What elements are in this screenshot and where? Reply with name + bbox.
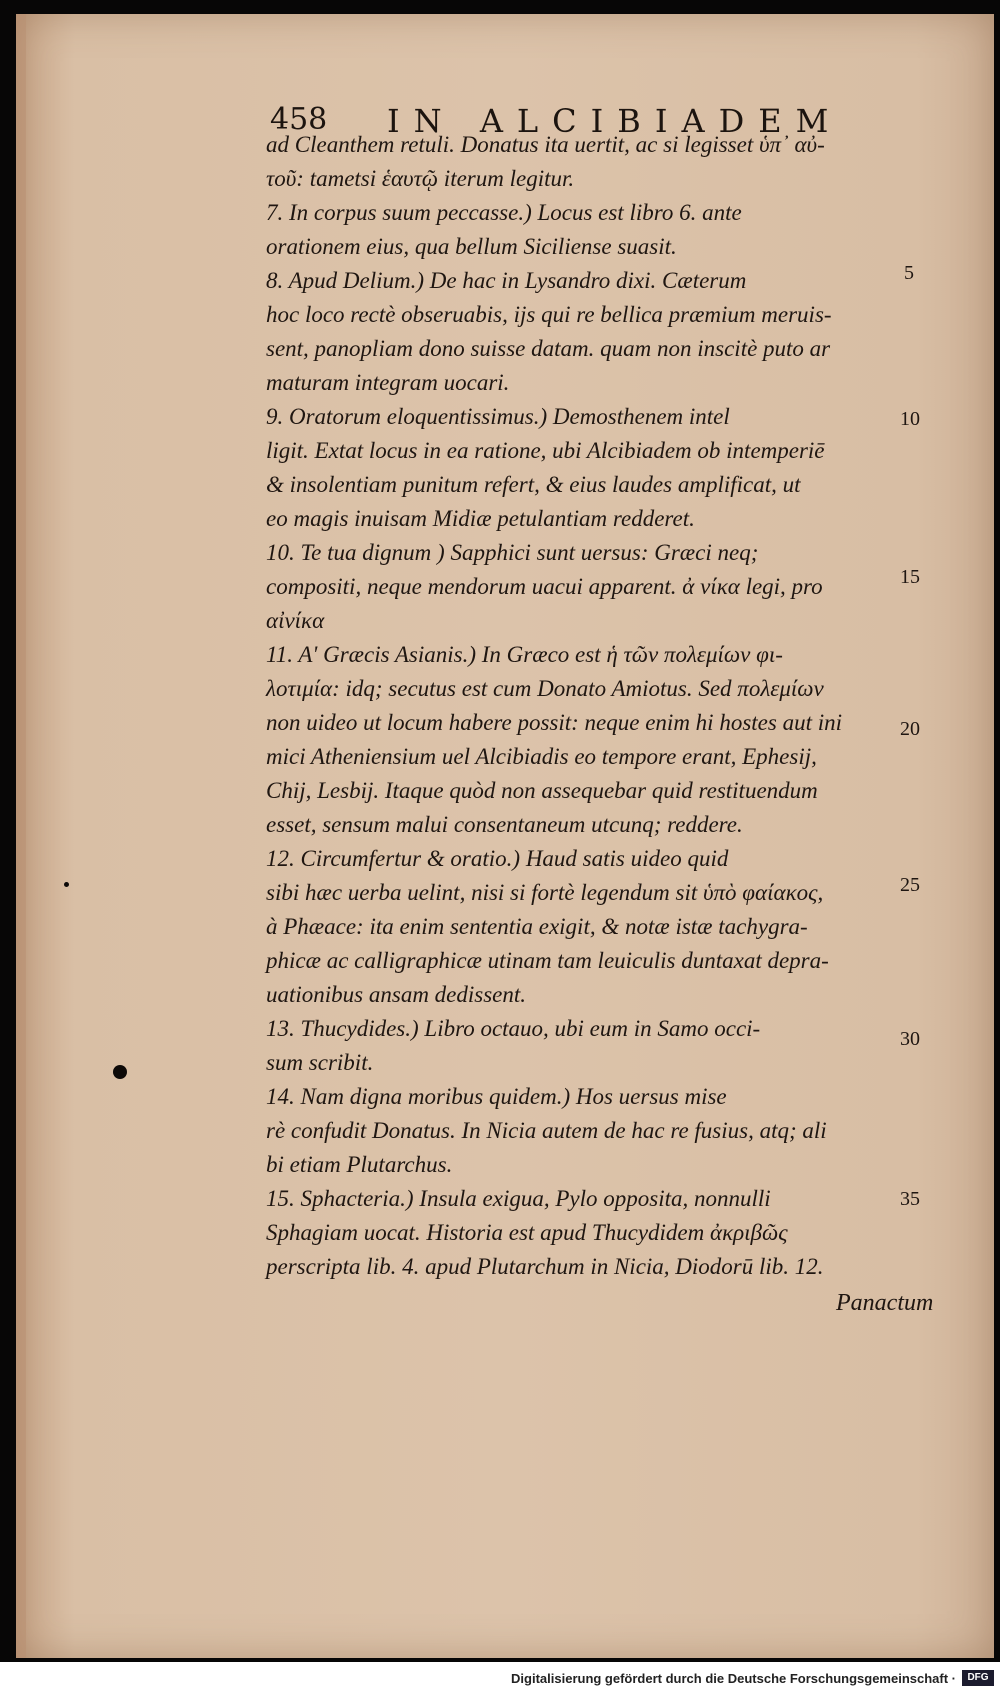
text-line: eo magis inuisam Midiæ petulantiam redderet. (266, 506, 695, 531)
text-line: λοτιμία: idq; secutus est cum Donato Amiotus. Sed πολεμίων (266, 676, 824, 701)
text-line: Sphagiam uocat. Historia est apud Thucydidem ἀκριβῶς (266, 1220, 788, 1245)
margin-line-number: 25 (900, 874, 920, 896)
running-head: IN ALCIBIADEM (387, 102, 843, 140)
dfg-logo: DFG (962, 1670, 994, 1686)
text-line: non uideo ut locum habere possit: neque enim hi hostes aut ini (266, 710, 842, 735)
text-line: 12. Circumfertur & oratio.) Haud satis uideo quid (266, 846, 729, 871)
funding-credit: Digitalisierung gefördert durch die Deutsche Forschungsgemeinschaft · (511, 1671, 956, 1686)
text-line: sent, panopliam dono suisse datam. quam non inscitè puto ar (266, 336, 831, 361)
text-line: 11. A' Græcis Asianis.) In Græco est ἡ τῶν πολεμίων φι- (266, 642, 783, 667)
text-line: 15. Sphacteria.) Insula exigua, Pylo opposita, nonnulli (266, 1186, 771, 1211)
margin-line-number: 20 (900, 718, 920, 740)
text-line: hoc loco rectè obseruabis, ijs qui re bellica præmium meruis- (266, 302, 832, 327)
text-line: ligit. Extat locus in ea ratione, ubi Alcibiadem ob intemperiē (266, 438, 825, 463)
text-line: compositi, neque mendorum uacui apparent. ἀ νίκα legi, pro (266, 574, 823, 599)
page-number: 458 (270, 102, 328, 137)
footer-bar (0, 1664, 1000, 1695)
text-line: & insolentiam punitum refert, & eius laudes amplificat, ut (266, 472, 801, 497)
text-line: 7. In corpus suum peccasse.) Locus est libro 6. ante (266, 200, 742, 225)
text-line: 13. Thucydides.) Libro octauo, ubi eum in Samo occi- (266, 1016, 761, 1041)
text-line: sibi hæc uerba uelint, nisi si fortè legendum sit ὑπὸ φαίακος, (266, 880, 824, 905)
text-line: phicæ ac calligraphicæ utinam tam leuiculis duntaxat depra- (266, 948, 829, 973)
text-line: rè confudit Donatus. In Nicia autem de hac re fusius, atq; ali (266, 1118, 827, 1143)
text-line: uationibus ansam dedissent. (266, 982, 527, 1007)
margin-line-number: 15 (900, 566, 920, 588)
text-line: à Phæace: ita enim sententia exigit, & notæ istæ tachygra- (266, 914, 808, 939)
page-gutter (16, 14, 26, 1658)
text-line: maturam integram uocari. (266, 370, 510, 395)
text-line: esset, sensum malui consentaneum utcunq; reddere. (266, 812, 743, 837)
margin-line-number: 10 (900, 408, 920, 430)
margin-line-number: 35 (900, 1188, 920, 1210)
text-line: αἰνίκα (266, 608, 325, 633)
text-line: orationem eius, qua bellum Siciliense suasit. (266, 234, 677, 259)
catchword: Panactum (836, 1290, 934, 1316)
margin-line-number: 5 (904, 262, 914, 284)
text-line: bi etiam Plutarchus. (266, 1152, 453, 1177)
ink-blot (113, 1065, 127, 1079)
text-line: 8. Apud Delium.) De hac in Lysandro dixi. Cæterum (266, 268, 747, 293)
text-line: perscripta lib. 4. apud Plutarchum in Nicia, Diodorū lib. 12. (266, 1254, 824, 1279)
text-line: Chij, Lesbij. Itaque quòd non assequebar quid restituendum (266, 778, 818, 803)
margin-line-number: 30 (900, 1028, 920, 1050)
text-line: 9. Oratorum eloquentissimus.) Demosthenem intel (266, 404, 730, 429)
text-line: ad Cleanthem retuli. Donatus ita uertit, ac si legisset ὑπ᾽ αὐ- (266, 132, 825, 157)
text-line: sum scribit. (266, 1050, 374, 1075)
text-line: 10. Te tua dignum ) Sapphici sunt uersus: Græci neq; (266, 540, 759, 565)
text-line: mici Atheniensium uel Alcibiadis eo tempore erant, Ephesij, (266, 744, 817, 769)
text-line: 14. Nam digna moribus quidem.) Hos uersus mise (266, 1084, 727, 1109)
ink-speck (64, 882, 69, 887)
text-line: τοῦ: tametsi ἑαυτῷ iterum legitur. (266, 166, 575, 191)
